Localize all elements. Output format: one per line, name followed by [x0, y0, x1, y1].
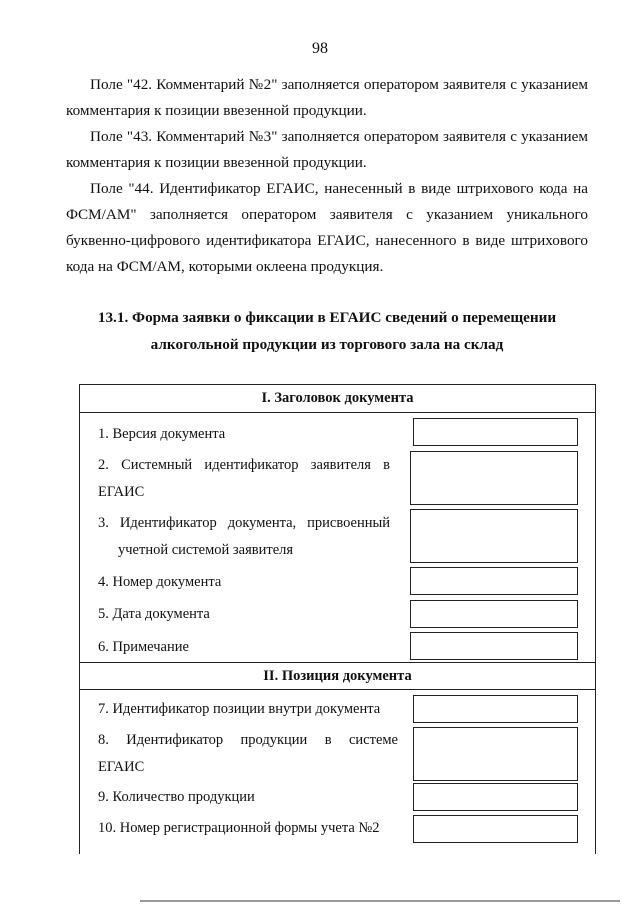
field-label-note [98, 635, 390, 660]
paragraph-field-44: Поле "44. Идентификатор ЕГАИС, нанесенный в виде штрихового кода на ФСМ/АМ" заполняется оператором заявителя с указанием уникального буквенно-цифрового идентификатора ЕГАИС, нанесенного в виде штрихового кода на ФСМ/АМ, которыми оклеена продукция. [66, 180, 588, 275]
scan-edge-line [140, 900, 620, 902]
field-label-text: 9. Количество продукции [98, 789, 255, 805]
field-label-text-cont: ЕГАИС [98, 484, 145, 500]
field-label-text-cont: ЕГАИС [98, 759, 145, 775]
section-header-document-position: II. Позиция документа [80, 662, 595, 690]
paragraph-field-43: Поле "43. Комментарий №3" заполняется оператором заявителя с указанием комментария к позиции ввезенной продукции. [66, 128, 588, 171]
field-label-text: 7. Идентификатор позиции внутри документа [98, 701, 381, 717]
field-label-text: 1. Версия документа [98, 426, 226, 442]
field-label-document-number [98, 570, 390, 595]
field-label-text: 8. Идентификатор продукции в системе [98, 732, 398, 748]
field-label-version [98, 422, 390, 447]
heading-line-2: алкогольной продукции из торгового зала на склад [150, 336, 504, 353]
page-number: 98 [312, 40, 328, 57]
field-label-registration-form [98, 816, 398, 841]
field-label-text: 6. Примечание [98, 639, 189, 655]
field-input-document-number[interactable] [410, 567, 578, 595]
paragraph-field-42: Поле "42. Комментарий №2" заполняется оператором заявителя с указанием комментария к позиции ввезенной продукции. [66, 76, 588, 119]
field-label-product-id [98, 728, 398, 780]
field-label-quantity [98, 785, 398, 810]
field-label-text: 3. Идентификатор документа, присвоенный [98, 515, 390, 531]
field-input-product-id[interactable] [413, 727, 578, 781]
field-label-document-date [98, 602, 390, 627]
field-label-document-id [98, 511, 390, 563]
field-label-applicant-id [98, 453, 390, 505]
application-form [79, 384, 596, 854]
field-input-version[interactable] [413, 418, 578, 446]
field-label-text: 5. Дата документа [98, 606, 210, 622]
heading-line-1: 13.1. Форма заявки о фиксации в ЕГАИС сведений о перемещении [97, 309, 557, 326]
field-label-position-id [98, 697, 398, 722]
field-input-document-date[interactable] [410, 600, 578, 628]
section-heading [66, 305, 588, 358]
field-input-quantity[interactable] [413, 783, 578, 811]
field-input-note[interactable] [410, 632, 578, 660]
field-label-text: 4. Номер документа [98, 574, 222, 590]
field-label-text: 10. Номер регистрационной формы учета №2 [98, 820, 380, 836]
section-header-document-header: I. Заголовок документа [80, 385, 595, 413]
field-input-registration-form[interactable] [413, 815, 578, 843]
field-input-position-id[interactable] [413, 695, 578, 723]
field-label-text: 2. Системный идентификатор заявителя в [98, 457, 390, 473]
field-input-applicant-id[interactable] [410, 451, 578, 505]
field-label-text-cont: учетной системой заявителя [118, 542, 294, 558]
field-input-document-id[interactable] [410, 509, 578, 563]
